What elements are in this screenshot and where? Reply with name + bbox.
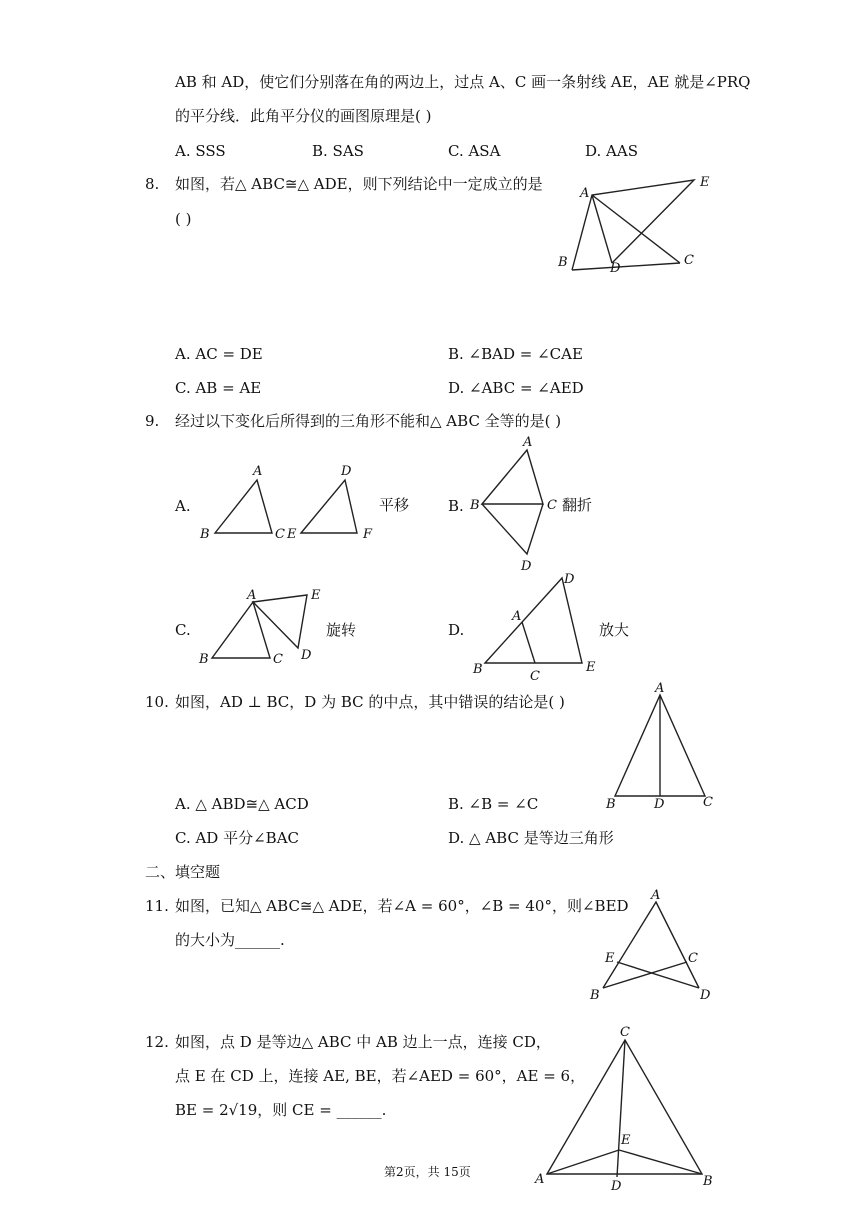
svg-text:A: A bbox=[655, 681, 665, 696]
q9-option-c-figure bbox=[195, 585, 335, 670]
svg-text:C: C bbox=[275, 527, 285, 542]
svg-text:A: A bbox=[247, 588, 257, 603]
svg-text:C: C bbox=[620, 1025, 630, 1040]
svg-text:A: A bbox=[512, 609, 522, 624]
q10-option-b: B. ∠B = ∠C bbox=[448, 795, 539, 813]
svg-text:E: E bbox=[700, 175, 710, 190]
q9-option-a-transform: 平移 bbox=[379, 496, 410, 514]
q10-option-a: A. △ ABD≅△ ACD bbox=[175, 795, 309, 813]
q10-text: 如图，AD ⊥ BC，D 为 BC 的中点，其中错误的结论是( ) bbox=[175, 693, 565, 711]
section-fill-in-blank-heading: 二、填空题 bbox=[145, 863, 221, 881]
svg-text:C: C bbox=[273, 652, 283, 667]
q9-option-c-transform: 旋转 bbox=[326, 621, 357, 639]
q9-option-c-letter: C. bbox=[175, 621, 191, 639]
svg-text:B: B bbox=[558, 255, 568, 270]
q9-option-d-figure bbox=[470, 570, 610, 684]
svg-text:D: D bbox=[301, 648, 312, 663]
svg-text:C: C bbox=[688, 951, 698, 966]
q8-option-b: B. ∠BAD = ∠CAE bbox=[448, 345, 583, 363]
q8-option-d: D. ∠ABC = ∠AED bbox=[448, 379, 584, 397]
svg-text:D: D bbox=[610, 261, 621, 276]
svg-text:A: A bbox=[253, 464, 263, 479]
svg-text:B: B bbox=[199, 652, 209, 667]
q10-option-d: D. △ ABC 是等边三角形 bbox=[448, 829, 614, 847]
q7-option-a: A. SSS bbox=[175, 142, 226, 160]
q9-number: 9. bbox=[145, 412, 160, 430]
q9-option-b-transform: 翻折 bbox=[562, 496, 593, 514]
q8-text-line1: 如图，若△ ABC≅△ ADE，则下列结论中一定成立的是 bbox=[175, 175, 543, 193]
svg-text:D: D bbox=[521, 559, 532, 574]
svg-text:F: F bbox=[363, 527, 373, 542]
q9-option-a-letter: A. bbox=[175, 497, 191, 515]
svg-text:C: C bbox=[530, 669, 540, 684]
svg-text:C: C bbox=[684, 253, 694, 268]
q7-text-line1: AB 和 AD，使它们分别落在角的两边上，过点 A、C 画一条射线 AE，AE 就是∠PRQ bbox=[175, 73, 751, 91]
q10-figure bbox=[600, 680, 725, 815]
svg-text:B: B bbox=[200, 527, 210, 542]
q10-option-c: C. AD 平分∠BAC bbox=[175, 829, 300, 847]
svg-text:A: A bbox=[580, 186, 590, 201]
q8-text-line2: ( ) bbox=[175, 210, 192, 228]
q8-option-a: A. AC = DE bbox=[175, 345, 263, 363]
q8-figure bbox=[550, 170, 730, 280]
q12-text-line2: 点 E 在 CD 上，连接 AE, BE，若∠AED = 60°，AE = 6， bbox=[175, 1067, 586, 1085]
svg-text:A: A bbox=[523, 435, 533, 450]
svg-text:C: C bbox=[703, 795, 713, 810]
q12-text-line3: BE = 2√19，则 CE = ______. bbox=[175, 1101, 387, 1119]
svg-text:A: A bbox=[535, 1172, 545, 1187]
svg-text:E: E bbox=[311, 588, 321, 603]
q11-number: 11. bbox=[145, 897, 169, 915]
svg-text:B: B bbox=[470, 498, 480, 513]
svg-text:A: A bbox=[651, 888, 661, 903]
q10-number: 10. bbox=[145, 693, 169, 711]
q7-text-line2: 的平分线．此角平分仪的画图原理是( ) bbox=[175, 107, 432, 125]
q12-text-line1: 如图，点 D 是等边△ ABC 中 AB 边上一点，连接 CD， bbox=[175, 1033, 551, 1051]
q12-number: 12. bbox=[145, 1033, 169, 1051]
q9-option-b-letter: B. bbox=[448, 497, 464, 515]
svg-text:D: D bbox=[564, 572, 575, 587]
q9-option-b-figure bbox=[465, 432, 565, 572]
svg-text:E: E bbox=[621, 1133, 631, 1148]
svg-text:D: D bbox=[341, 464, 352, 479]
svg-text:B: B bbox=[473, 662, 483, 677]
svg-text:E: E bbox=[586, 660, 596, 675]
svg-text:D: D bbox=[654, 797, 665, 812]
q7-option-b: B. SAS bbox=[312, 142, 364, 160]
svg-text:B: B bbox=[703, 1174, 713, 1189]
svg-text:E: E bbox=[605, 951, 615, 966]
svg-text:D: D bbox=[611, 1179, 622, 1194]
q9-option-d-letter: D. bbox=[448, 621, 465, 639]
q9-option-d-transform: 放大 bbox=[599, 621, 630, 639]
q8-number: 8. bbox=[145, 175, 160, 193]
q9-option-a-figure bbox=[195, 460, 385, 550]
svg-text:E: E bbox=[287, 527, 297, 542]
q11-text-line1: 如图，已知△ ABC≅△ ADE，若∠A = 60°，∠B = 40°，则∠BED bbox=[175, 897, 629, 915]
q11-figure bbox=[585, 885, 720, 1010]
q12-figure bbox=[530, 1020, 720, 1195]
svg-text:B: B bbox=[606, 797, 616, 812]
q8-option-c: C. AB = AE bbox=[175, 379, 262, 397]
svg-text:B: B bbox=[590, 988, 600, 1003]
q7-option-c: C. ASA bbox=[448, 142, 501, 160]
q9-text: 经过以下变化后所得到的三角形不能和△ ABC 全等的是( ) bbox=[175, 412, 562, 430]
svg-text:C: C bbox=[547, 498, 557, 513]
q7-option-d: D. AAS bbox=[585, 142, 638, 160]
page-footer: 第2页，共 15页 bbox=[384, 1165, 471, 1179]
q11-text-line2: 的大小为______. bbox=[175, 931, 285, 949]
svg-text:D: D bbox=[700, 988, 711, 1003]
